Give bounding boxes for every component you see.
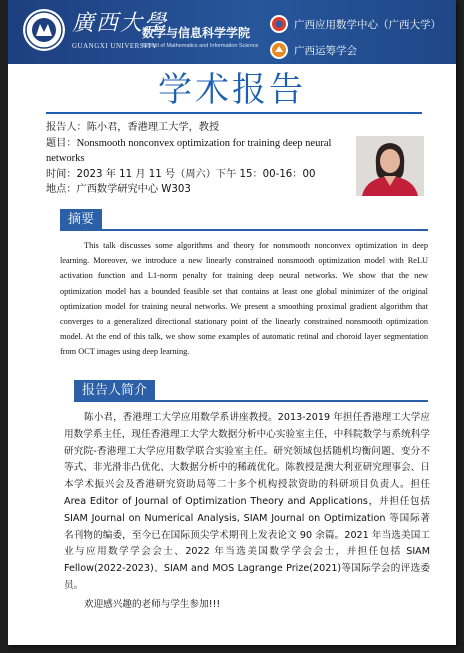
- abstract-heading-rule: [60, 229, 428, 231]
- org-applied-math-center: [270, 14, 441, 34]
- poster-title: 学术报告: [158, 70, 306, 110]
- bio-heading: 报告人简介: [74, 380, 155, 402]
- org1-label: 广西应用数学中心（广西大学）: [294, 18, 441, 31]
- school-name: 数学与信息科学学院: [142, 26, 251, 40]
- abstract-text: This talk discusses some algorithms and theory for nonsmooth nonconvex optimization in deep learning. Moreover, we introduce a new linearly constrained nonsmooth optimization model with ReLU activation function and L1-norm penalty for training deep neural networks. We show that the new optimization model has a bounded feasible set that contains at least one global minimizer of the original optimization model for training neural networks. We present a smoothing proximal gradient algorithm that converges to a generalized directional stationary point of the linearly constrained nonsmooth optimization model. At the end of this talk, we show some examples of automatic retinal and choroid layer segmentation from OCT images using deep learning.: [60, 241, 428, 357]
- topic-text: Nonsmooth nonconvex optimization for training deep neural networks: [46, 137, 332, 164]
- talk-info: [46, 120, 356, 198]
- bio-text: 陈小君，香港理工大学应用数学系讲座教授。2013-2019 年担任香港理工大学应用数学系主任，现任香港理工大学大数据分析中心实验室主任，中科院数学与系统科学研究院-香港理工大学应用数学联合实验室主任。研究领域包括随机均衡问题、变分不等式、非光滑非凸优化、大数据分析中的稀疏优化。陈教授是澳大利亚研究理事会、日本学术振兴会及香港研究资助局等二十多个机构授款资助的科研项目负责人。担任 Area Editor of Journal of Optimization Theory and Applications，并担任包括 SIAM Journal on Numerical Analysis, SIAM Journal on Optimization 等国际著名刊物的编委，至今已在国际顶尖学术期刊上发表论文 90 余篇。2021 年当选美国工业与应用数学学会会士、2022 年当选美国数学学会会士，并担任包括 SIAM Fellow(2022-2023)、SIAM and MOS Lagrange Prize(2021)等国际学会的评选委员。: [64, 412, 430, 591]
- title-divider: [46, 112, 422, 114]
- university-logo: [22, 8, 66, 52]
- header-banner: [8, 0, 456, 64]
- poster: [8, 0, 456, 645]
- org2-label: 广西运筹学会: [294, 44, 357, 57]
- topic-label: 题目：: [46, 137, 77, 149]
- university-name: 廣西大學: [72, 11, 169, 36]
- center-logo-icon: [270, 15, 288, 33]
- time-line: 时间：2023 年 11 月 11 号（周六）下午 15：00-16：00: [46, 168, 316, 180]
- bio-heading-rule: [74, 400, 428, 402]
- abstract-heading: 摘要: [60, 209, 102, 231]
- topic-line: [46, 136, 356, 167]
- speaker-photo: [356, 136, 424, 196]
- welcome-line: 欢迎感兴趣的老师与学生参加!!!: [84, 599, 221, 610]
- speaker-line: 报告人：陈小君，香港理工大学，教授: [46, 122, 220, 133]
- place-line: 地点：广西数学研究中心 W303: [46, 184, 191, 195]
- org-operations-research-society: [270, 40, 357, 60]
- school-name-en: School of Mathematics and Information Science: [142, 43, 259, 49]
- society-logo-icon: [270, 41, 288, 59]
- university-name-en: GUANGXI UNIVERSITY: [72, 42, 158, 50]
